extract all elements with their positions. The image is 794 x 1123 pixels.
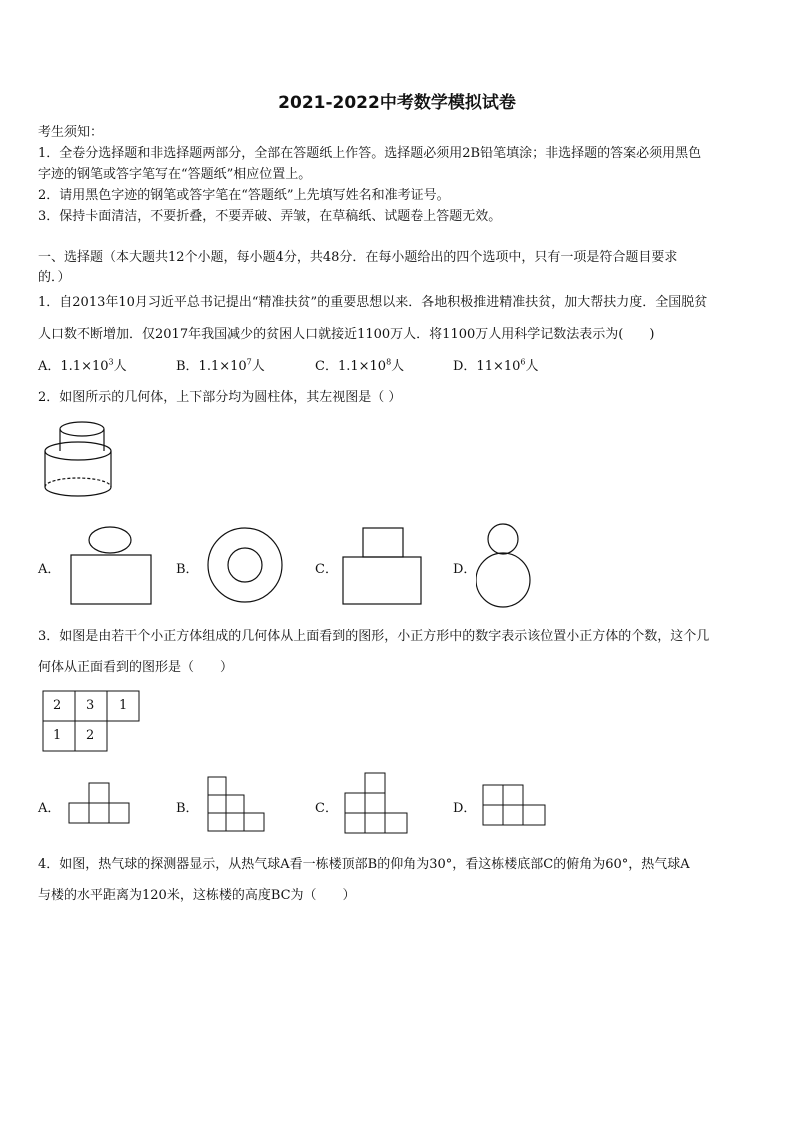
q3-option-c-label[interactable]: C． [315, 801, 338, 816]
q2-option-a-figure [68, 526, 154, 606]
q2-option-c-figure [340, 526, 424, 606]
q3-option-c-figure [344, 772, 410, 834]
q2-option-b-label[interactable]: B． [176, 562, 199, 577]
q2-option-d-label[interactable]: D． [453, 562, 477, 577]
q2-option-d-figure [476, 522, 536, 610]
q3-option-a-figure [68, 782, 132, 824]
q2-option-c-label[interactable]: C． [315, 562, 338, 577]
q2-solid-figure [40, 418, 115, 500]
grid-cell-value: 3 [86, 698, 95, 713]
q3-option-d-figure [482, 784, 548, 826]
notice-line-1: 1．全卷分选择题和非选择题两部分，全部在答题纸上作答。选择题必须用2B铅笔填涂；非选择题的答案必须用黑色 [38, 146, 702, 161]
q2-text: 2．如图所示的几何体，上下部分均为圆柱体，其左视图是（ ） [38, 390, 402, 405]
q3-option-b-figure [207, 776, 267, 834]
q1-option-d[interactable]: D．$11\times 10^6$人 [453, 357, 539, 374]
grid-cell-value: 2 [53, 698, 62, 713]
q2-option-b-figure [206, 526, 286, 606]
q3-option-b-label[interactable]: B． [176, 801, 199, 816]
q1-option-a[interactable]: A．$1.1\times 10^3$人 [38, 357, 127, 374]
section-heading-line-1: 一、选择题（本大题共12个小题，每小题4分，共48分．在每小题给出的四个选项中，只有一项是符合题目要求 [38, 250, 678, 265]
section-heading-line-2: 的．） [38, 270, 71, 285]
q3-text-line-2: 何体从正面看到的图形是（ ） [38, 660, 234, 675]
page-title: 2021-2022中考数学模拟试卷 [278, 93, 516, 113]
q3-top-view-grid [42, 690, 140, 752]
notice-line-4: 3．保持卡面清洁，不要折叠，不要弄破、弄皱，在草稿纸、试题卷上答题无效。 [38, 209, 502, 224]
notice-line-3: 2．请用黑色字迹的钢笔或答字笔在“答题纸”上先填写姓名和准考证号。 [38, 188, 450, 203]
grid-cell-value: 2 [86, 728, 95, 743]
q4-text-line-1: 4．如图，热气球的探测器显示，从热气球A看一栋楼顶部B的仰角为30°，看这栋楼底部C的俯角为60°，热气球A [38, 857, 690, 872]
q1-option-b[interactable]: B．$1.1\times 10^7$人 [176, 357, 265, 374]
q3-text-line-1: 3．如图是由若干个小正方体组成的几何体从上面看到的图形，小正方形中的数字表示该位置小正方体的个数，这个几 [38, 629, 710, 644]
notice-heading: 考生须知： [38, 125, 104, 140]
q1-option-c[interactable]: C．$1.1\times 10^8$人 [315, 357, 405, 374]
notice-line-2: 字迹的钢笔或答字笔写在“答题纸”相应位置上。 [38, 167, 312, 182]
q1-text-line-2: 人口数不断增加．仅2017年我国减少的贫困人口就接近1100万人．将1100万人用科学记数法表示为( ) [38, 327, 655, 342]
q2-option-a-label[interactable]: A． [38, 562, 61, 577]
grid-cell-value: 1 [119, 698, 128, 713]
q3-option-d-label[interactable]: D． [453, 801, 477, 816]
q4-text-line-2: 与楼的水平距离为120米，这栋楼的高度BC为（ ） [38, 888, 356, 903]
q3-option-a-label[interactable]: A． [38, 801, 61, 816]
q1-text-line-1: 1．自2013年10月习近平总书记提出“精准扶贫”的重要思想以来．各地积极推进精准扶贫，加大帮扶力度．全国脱贫 [38, 295, 708, 310]
grid-cell-value: 1 [53, 728, 62, 743]
